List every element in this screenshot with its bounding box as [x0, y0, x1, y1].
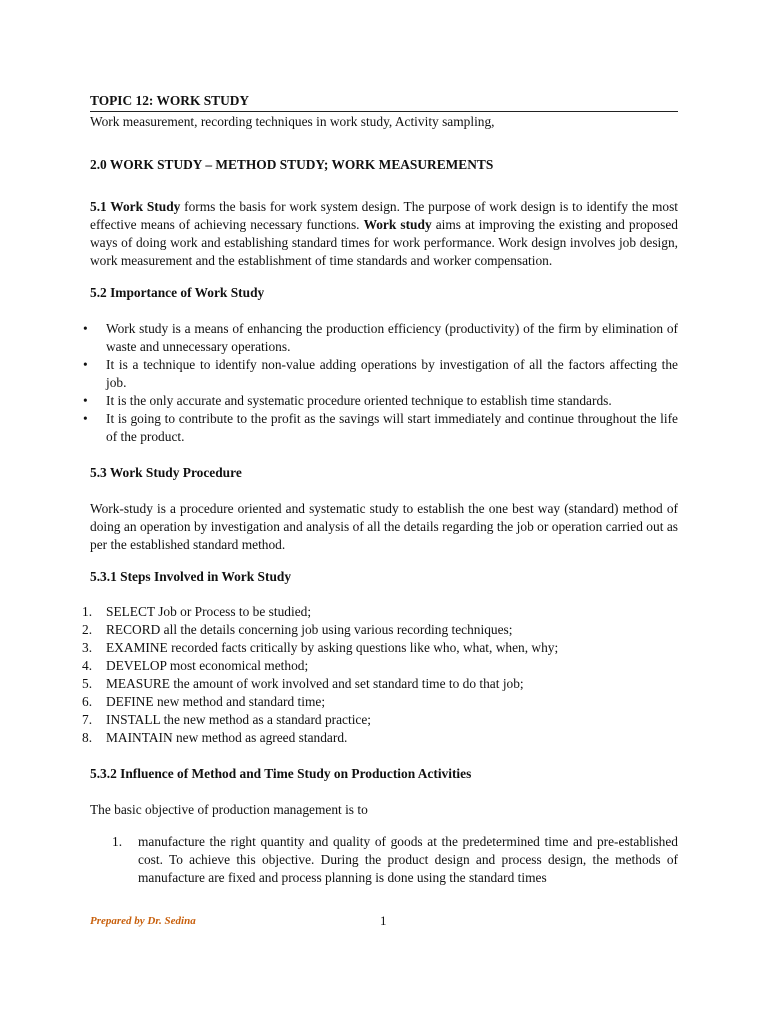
step-text: SELECT Job or Process to be studied;	[106, 604, 312, 619]
step-text: MEASURE the amount of work involved and set standard time to do that job;	[106, 676, 524, 691]
work-study-bold: Work study	[363, 217, 432, 232]
procedure-paragraph: Work-study is a procedure oriented and systematic study to establish the one best way (standard) method of doing an operation by investigation and analysis of all the details regarding the job or operation carried out as per the established standard method.	[90, 501, 678, 552]
step-text: RECORD all the details concerning job using various recording techniques;	[106, 622, 513, 637]
step-item	[82, 675, 678, 693]
step-item	[82, 657, 678, 675]
section-heading: 2.0 WORK STUDY – METHOD STUDY; WORK MEASUREMENTS	[90, 157, 494, 172]
step-text: MAINTAIN new method as agreed standard.	[106, 730, 348, 745]
step-number: 5.	[82, 676, 93, 691]
topic-subtitle: Work measurement, recording techniques in work study, Activity sampling,	[90, 114, 495, 129]
objective-number: 1.	[112, 834, 123, 849]
bullet-icon: •	[83, 393, 88, 408]
importance-item-text: It is the only accurate and systematic procedure oriented technique to establish time standards.	[106, 393, 612, 408]
page-content	[82, 92, 678, 887]
steps-heading: 5.3.1 Steps Involved in Work Study	[90, 569, 292, 584]
importance-item-text: It is a technique to identify non-value adding operations by investigation of all the factors affecting the job.	[106, 357, 678, 390]
step-number: 7.	[82, 712, 93, 727]
objective-item	[112, 833, 678, 887]
step-text: INSTALL the new method as a standard practice;	[106, 712, 372, 727]
influence-intro: The basic objective of production management is to	[90, 802, 368, 817]
page-number: 1	[380, 913, 387, 928]
work-study-paragraph	[90, 198, 678, 270]
step-text: DEVELOP most economical method;	[106, 658, 309, 673]
objective-list	[112, 833, 678, 887]
step-text: DEFINE new method and standard time;	[106, 694, 326, 709]
step-item	[82, 603, 678, 621]
step-text: EXAMINE recorded facts critically by asking questions like who, what, when, why;	[106, 640, 559, 655]
work-study-text-1: forms the basis for work system design. The purpose of work design is to identify the most effective means of achieving necessary functions.	[90, 199, 678, 232]
steps-list	[82, 603, 678, 747]
work-study-lead: 5.1 Work Study	[90, 199, 181, 214]
influence-heading: 5.3.2 Influence of Method and Time Study on Production Activities	[90, 766, 472, 781]
objective-text: manufacture the right quantity and quality of goods at the predetermined time and pre-established cost. To achieve this objective. During the product design and process design, the methods of manufacture are fixed and process planning is done using the standard times	[138, 834, 678, 885]
prepared-by-signature: Prepared by Dr. Sedina	[90, 915, 196, 927]
step-item	[82, 711, 678, 729]
importance-item	[83, 356, 678, 392]
step-item	[82, 639, 678, 657]
bullet-icon: •	[83, 321, 88, 336]
step-item	[82, 729, 678, 747]
step-number: 3.	[82, 640, 93, 655]
importance-item	[83, 392, 678, 410]
step-number: 6.	[82, 694, 93, 709]
page-footer	[90, 912, 678, 932]
bullet-icon: •	[83, 357, 88, 372]
importance-item-text: It is going to contribute to the profit as the savings will start immediately and continue throughout the life of the product.	[106, 411, 678, 444]
topic-title: TOPIC 12: WORK STUDY	[90, 93, 250, 108]
step-item	[82, 693, 678, 711]
step-number: 1.	[82, 604, 93, 619]
step-number: 8.	[82, 730, 93, 745]
importance-list	[83, 320, 678, 446]
step-item	[82, 621, 678, 639]
step-number: 2.	[82, 622, 93, 637]
step-number: 4.	[82, 658, 93, 673]
importance-heading: 5.2 Importance of Work Study	[90, 285, 265, 300]
title-underline	[90, 111, 678, 112]
work-study-text-2: aims at improving the existing and proposed ways of doing work and establishing standard times for work performance. Work design involves job design, work measurement and the establishment of time standards and worker compensation.	[90, 217, 678, 268]
bullet-icon: •	[83, 411, 88, 426]
importance-item	[83, 320, 678, 356]
importance-item-text: Work study is a means of enhancing the production efficiency (productivity) of the firm by elimination of waste and unnecessary operations.	[106, 321, 678, 354]
importance-item	[83, 410, 678, 446]
procedure-heading: 5.3 Work Study Procedure	[90, 465, 242, 480]
